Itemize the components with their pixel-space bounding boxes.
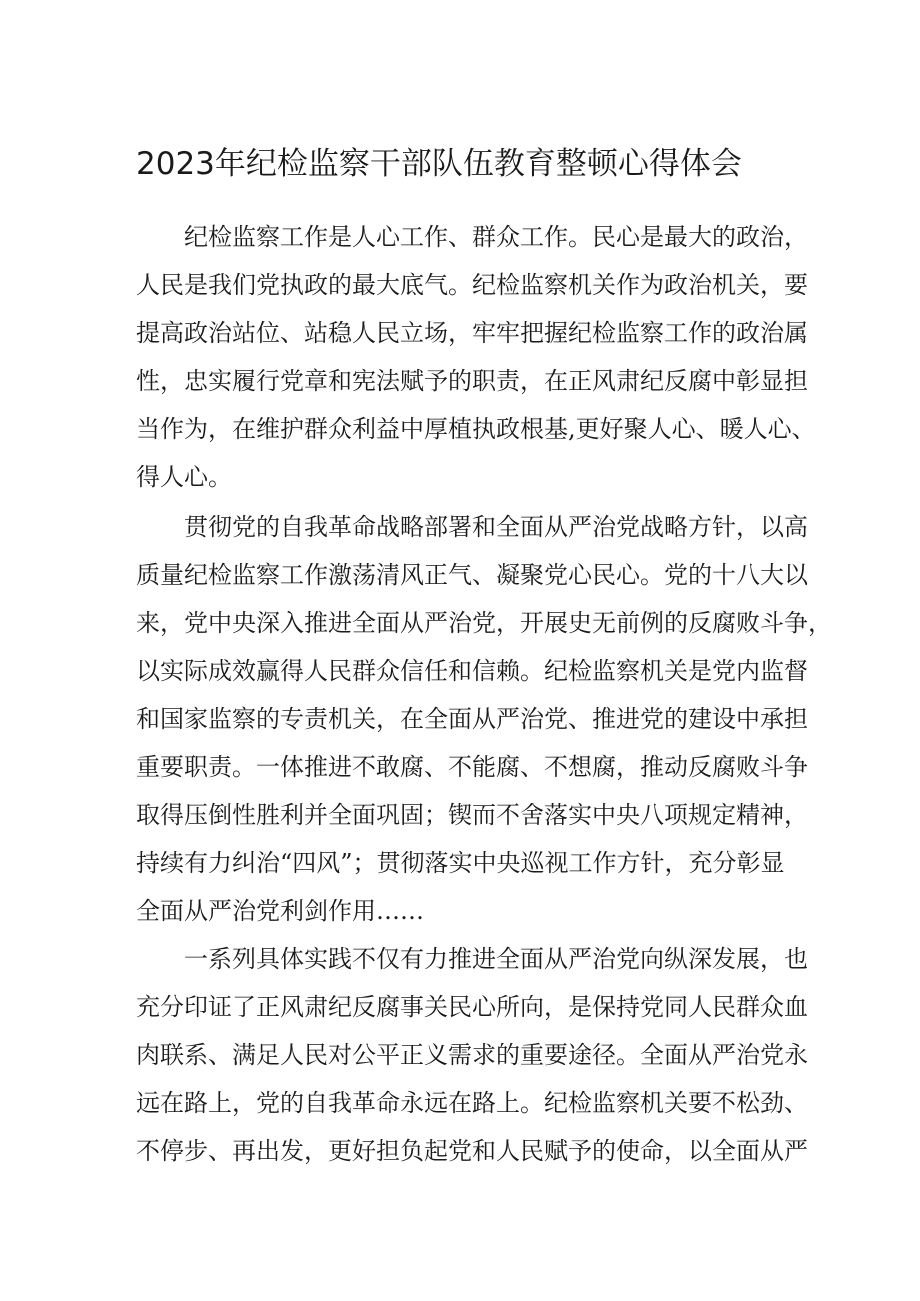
- paragraph-line: 和国家监察的专责机关，在全面从严治党、推进党的建设中承担: [136, 705, 808, 733]
- paragraph-line: 性，忠实履行党章和宪法赋予的职责，在正风肃纪反腐中彰显担: [136, 367, 808, 395]
- paragraph-line: 全面从严治党利剑作用……: [136, 897, 424, 925]
- paragraph-line: 当作为，在维护群众利益中厚植执政根基,更好聚人心、暖人心、: [136, 415, 816, 443]
- paragraph-line: 重要职责。一体推进不敢腐、不能腐、不想腐，推动反腐败斗争: [136, 753, 808, 781]
- paragraph-line: 纪检监察工作是人心工作、群众工作。民心是最大的政治，: [184, 223, 808, 251]
- paragraph-line: 提高政治站位、站稳人民立场，牢牢把握纪检监察工作的政治属: [136, 319, 808, 347]
- paragraph-line: 不停步、再出发，更好担负起党和人民赋予的使命，以全面从严: [136, 1137, 808, 1165]
- document-title: 2023年纪检监察干部队伍教育整顿心得体会: [136, 146, 742, 182]
- paragraph-line: 远在路上，党的自我革命永远在路上。纪检监察机关要不松劲、: [136, 1089, 808, 1117]
- paragraph-line: 持续有力纠治“四风”；贯彻落实中央巡视工作方针，充分彰显: [136, 849, 785, 877]
- paragraph-line: 一系列具体实践不仅有力推进全面从严治党向纵深发展，也: [184, 945, 808, 973]
- paragraph-line: 来，党中央深入推进全面从严治党，开展史无前例的反腐败斗争，: [136, 609, 832, 637]
- paragraph-line: 充分印证了正风肃纪反腐事关民心所向，是保持党同人民群众血: [136, 993, 808, 1021]
- paragraph-line: 以实际成效赢得人民群众信任和信赖。纪检监察机关是党内监督: [136, 657, 808, 685]
- paragraph-line: 质量纪检监察工作激荡清风正气、凝聚党心民心。党的十八大以: [136, 561, 808, 589]
- paragraph-line: 肉联系、满足人民对公平正义需求的重要途径。全面从严治党永: [136, 1041, 808, 1069]
- paragraph-line: 得人心。: [136, 463, 232, 491]
- paragraph-line: 人民是我们党执政的最大底气。纪检监察机关作为政治机关，要: [136, 271, 808, 299]
- paragraph-line: 取得压倒性胜利并全面巩固；锲而不舍落实中央八项规定精神，: [136, 801, 808, 829]
- paragraph-line: 贯彻党的自我革命战略部署和全面从严治党战略方针，以高: [184, 513, 808, 541]
